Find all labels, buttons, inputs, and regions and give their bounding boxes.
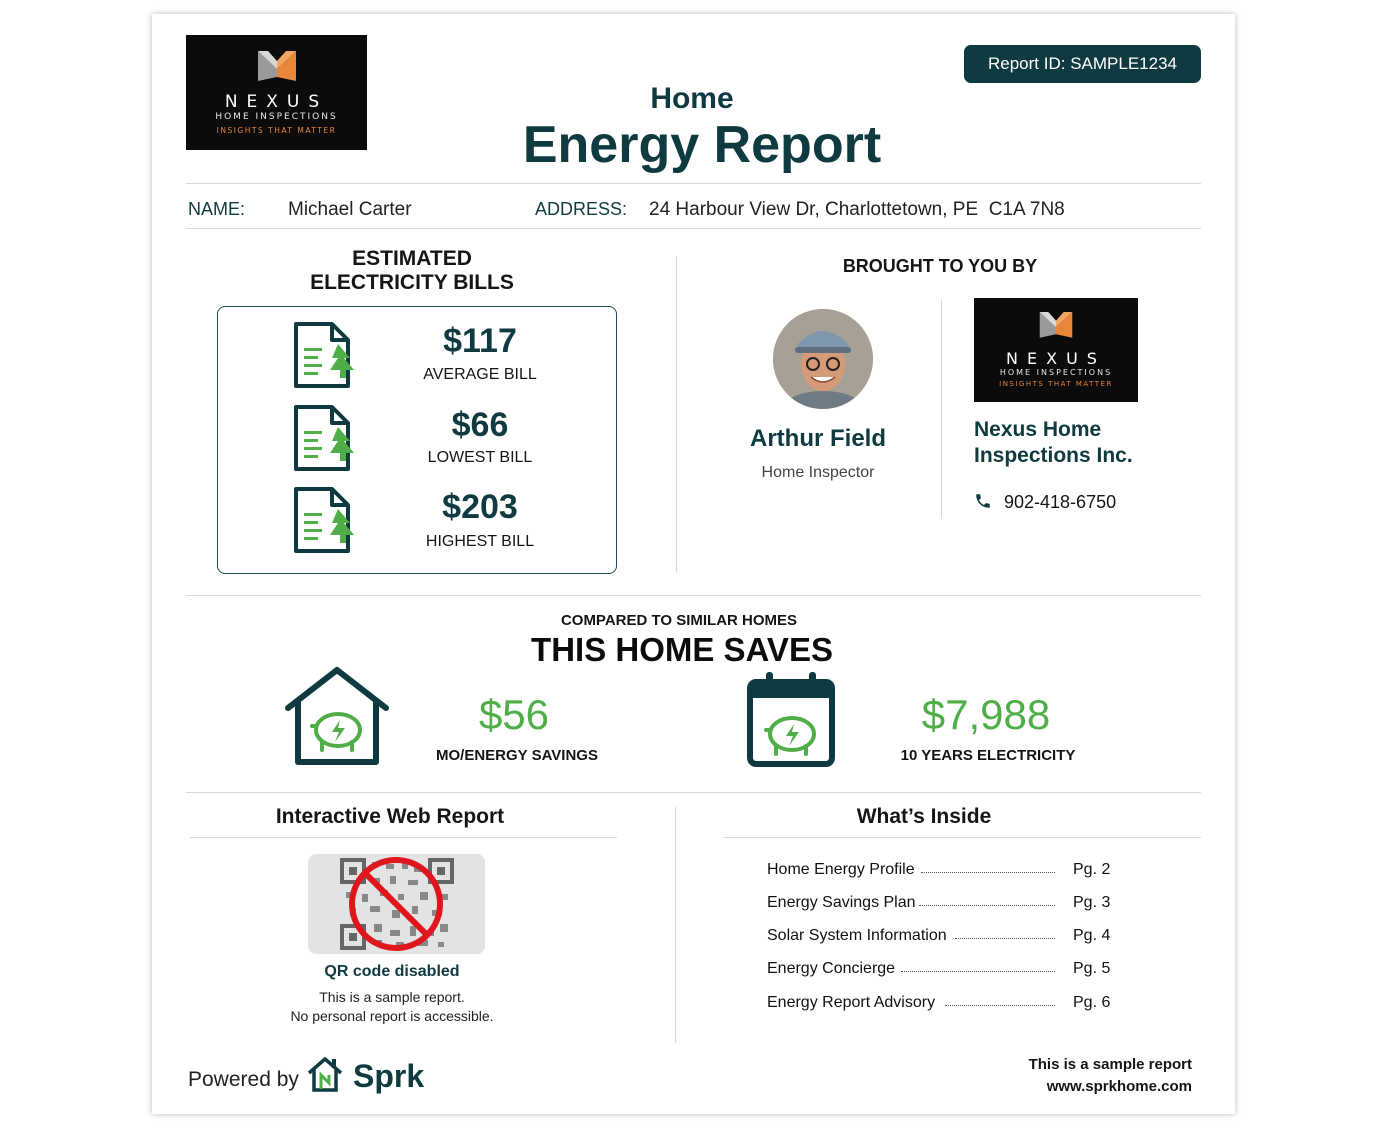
company-logo-sub: HOME INSPECTIONS bbox=[999, 368, 1113, 377]
avatar bbox=[773, 309, 873, 409]
divider bbox=[190, 837, 617, 838]
nexus-logo-word: NEXUS bbox=[224, 92, 329, 112]
toc-item[interactable] bbox=[767, 861, 1127, 879]
sample-note-2: No personal report is accessible. bbox=[290, 1008, 494, 1024]
ten-year-savings-label: 10 YEARS ELECTRICITY bbox=[900, 747, 1076, 764]
toc-item-page: Pg. 2 bbox=[1073, 861, 1111, 878]
toc-leader bbox=[919, 905, 1055, 906]
bill-document-icon bbox=[292, 320, 362, 390]
toc-item[interactable] bbox=[767, 960, 1127, 978]
title-home: Home bbox=[650, 82, 734, 115]
phone-icon bbox=[974, 492, 992, 510]
company-logo bbox=[974, 298, 1138, 402]
inspector-role: Home Inspector bbox=[761, 464, 875, 481]
monthly-savings-amount: $56 bbox=[478, 691, 550, 738]
sprk-brand: Sprk bbox=[353, 1058, 425, 1094]
toc-leader bbox=[901, 971, 1055, 972]
highest-bill-amount: $203 bbox=[442, 488, 518, 526]
qr-code-panel bbox=[308, 854, 485, 954]
inside-heading: What’s Inside bbox=[856, 805, 992, 828]
bills-heading-2: ELECTRICITY BILLS bbox=[310, 271, 514, 294]
name-label: NAME: bbox=[188, 199, 246, 219]
calendar-piggy-bank-icon bbox=[746, 670, 836, 768]
web-report-heading: Interactive Web Report bbox=[275, 805, 505, 828]
toc-item-label: Energy Concierge bbox=[767, 960, 896, 977]
nexus-logo-mark-icon bbox=[256, 47, 298, 83]
page-title: Energy Report bbox=[522, 116, 882, 174]
toc-item-label: Solar System Information bbox=[767, 927, 947, 944]
toc-item[interactable] bbox=[767, 927, 1127, 945]
company-logo-tag: INSIGHTS THAT MATTER bbox=[999, 380, 1113, 388]
address-label: ADDRESS: bbox=[535, 199, 628, 219]
toc-item-label: Energy Savings Plan bbox=[767, 894, 916, 911]
nexus-logo-sub: HOME INSPECTIONS bbox=[215, 112, 338, 122]
monthly-savings-label: MO/ENERGY SAVINGS bbox=[436, 747, 598, 764]
savings-heading: THIS HOME SAVES bbox=[531, 631, 833, 668]
toc-item-page: Pg. 6 bbox=[1073, 994, 1111, 1011]
nexus-logo-mark-icon bbox=[1038, 308, 1074, 340]
divider bbox=[675, 807, 676, 1043]
divider bbox=[724, 837, 1201, 838]
company-name-2: Inspections Inc. bbox=[974, 444, 1133, 467]
average-bill-label: AVERAGE BILL bbox=[423, 366, 537, 383]
divider bbox=[186, 183, 1201, 184]
brought-heading: BROUGHT TO YOU BY bbox=[842, 256, 1038, 276]
lowest-bill-label: LOWEST BILL bbox=[427, 449, 533, 466]
toc-list bbox=[767, 861, 1127, 1021]
toc-item-label: Home Energy Profile bbox=[767, 861, 915, 878]
toc-item-page: Pg. 4 bbox=[1073, 927, 1111, 944]
ten-year-savings-amount: $7,988 bbox=[921, 691, 1051, 738]
toc-item-label: Energy Report Advisory bbox=[767, 994, 936, 1011]
footer-sample-note: This is a sample report bbox=[1028, 1056, 1192, 1073]
customer-address: 24 Harbour View Dr, Charlottetown, PE C1A 7N8 bbox=[649, 199, 1065, 220]
sprk-house-icon bbox=[306, 1055, 344, 1093]
company-logo-word: NEXUS bbox=[1006, 349, 1106, 368]
company-phone: 902-418-6750 bbox=[1004, 492, 1117, 512]
inspector-photo-icon bbox=[773, 309, 873, 409]
divider bbox=[186, 792, 1201, 793]
toc-leader bbox=[921, 872, 1055, 873]
toc-item-page: Pg. 5 bbox=[1073, 960, 1111, 977]
divider bbox=[676, 256, 677, 572]
report-id-badge: Report ID: SAMPLE1234 bbox=[964, 45, 1201, 83]
house-piggy-bank-icon bbox=[282, 664, 392, 768]
divider bbox=[186, 228, 1201, 229]
prohibited-icon bbox=[346, 854, 446, 954]
footer-url[interactable]: www.sprkhome.com bbox=[1046, 1078, 1192, 1095]
toc-leader bbox=[945, 1005, 1055, 1006]
lowest-bill-amount: $66 bbox=[451, 406, 509, 444]
bill-document-icon bbox=[292, 485, 362, 555]
nexus-logo bbox=[186, 35, 367, 150]
divider bbox=[941, 299, 942, 519]
toc-item[interactable] bbox=[767, 894, 1127, 912]
sample-note-1: This is a sample report. bbox=[319, 989, 465, 1005]
highest-bill-label: HIGHEST BILL bbox=[425, 533, 535, 550]
toc-leader bbox=[955, 938, 1055, 939]
customer-name: Michael Carter bbox=[288, 199, 412, 220]
powered-by-label: Powered by bbox=[188, 1068, 299, 1091]
toc-item[interactable] bbox=[767, 994, 1127, 1012]
average-bill-amount: $117 bbox=[443, 322, 517, 360]
toc-item-page: Pg. 3 bbox=[1073, 894, 1111, 911]
nexus-logo-tag: INSIGHTS THAT MATTER bbox=[216, 126, 337, 135]
bill-document-icon bbox=[292, 403, 362, 473]
qr-status: QR code disabled bbox=[324, 963, 460, 980]
inspector-name: Arthur Field bbox=[750, 425, 886, 452]
savings-kicker: COMPARED TO SIMILAR HOMES bbox=[560, 612, 798, 629]
report-page bbox=[152, 14, 1235, 1114]
bills-heading-1: ESTIMATED bbox=[352, 247, 472, 270]
company-name-1: Nexus Home bbox=[974, 418, 1102, 441]
divider bbox=[186, 595, 1201, 596]
